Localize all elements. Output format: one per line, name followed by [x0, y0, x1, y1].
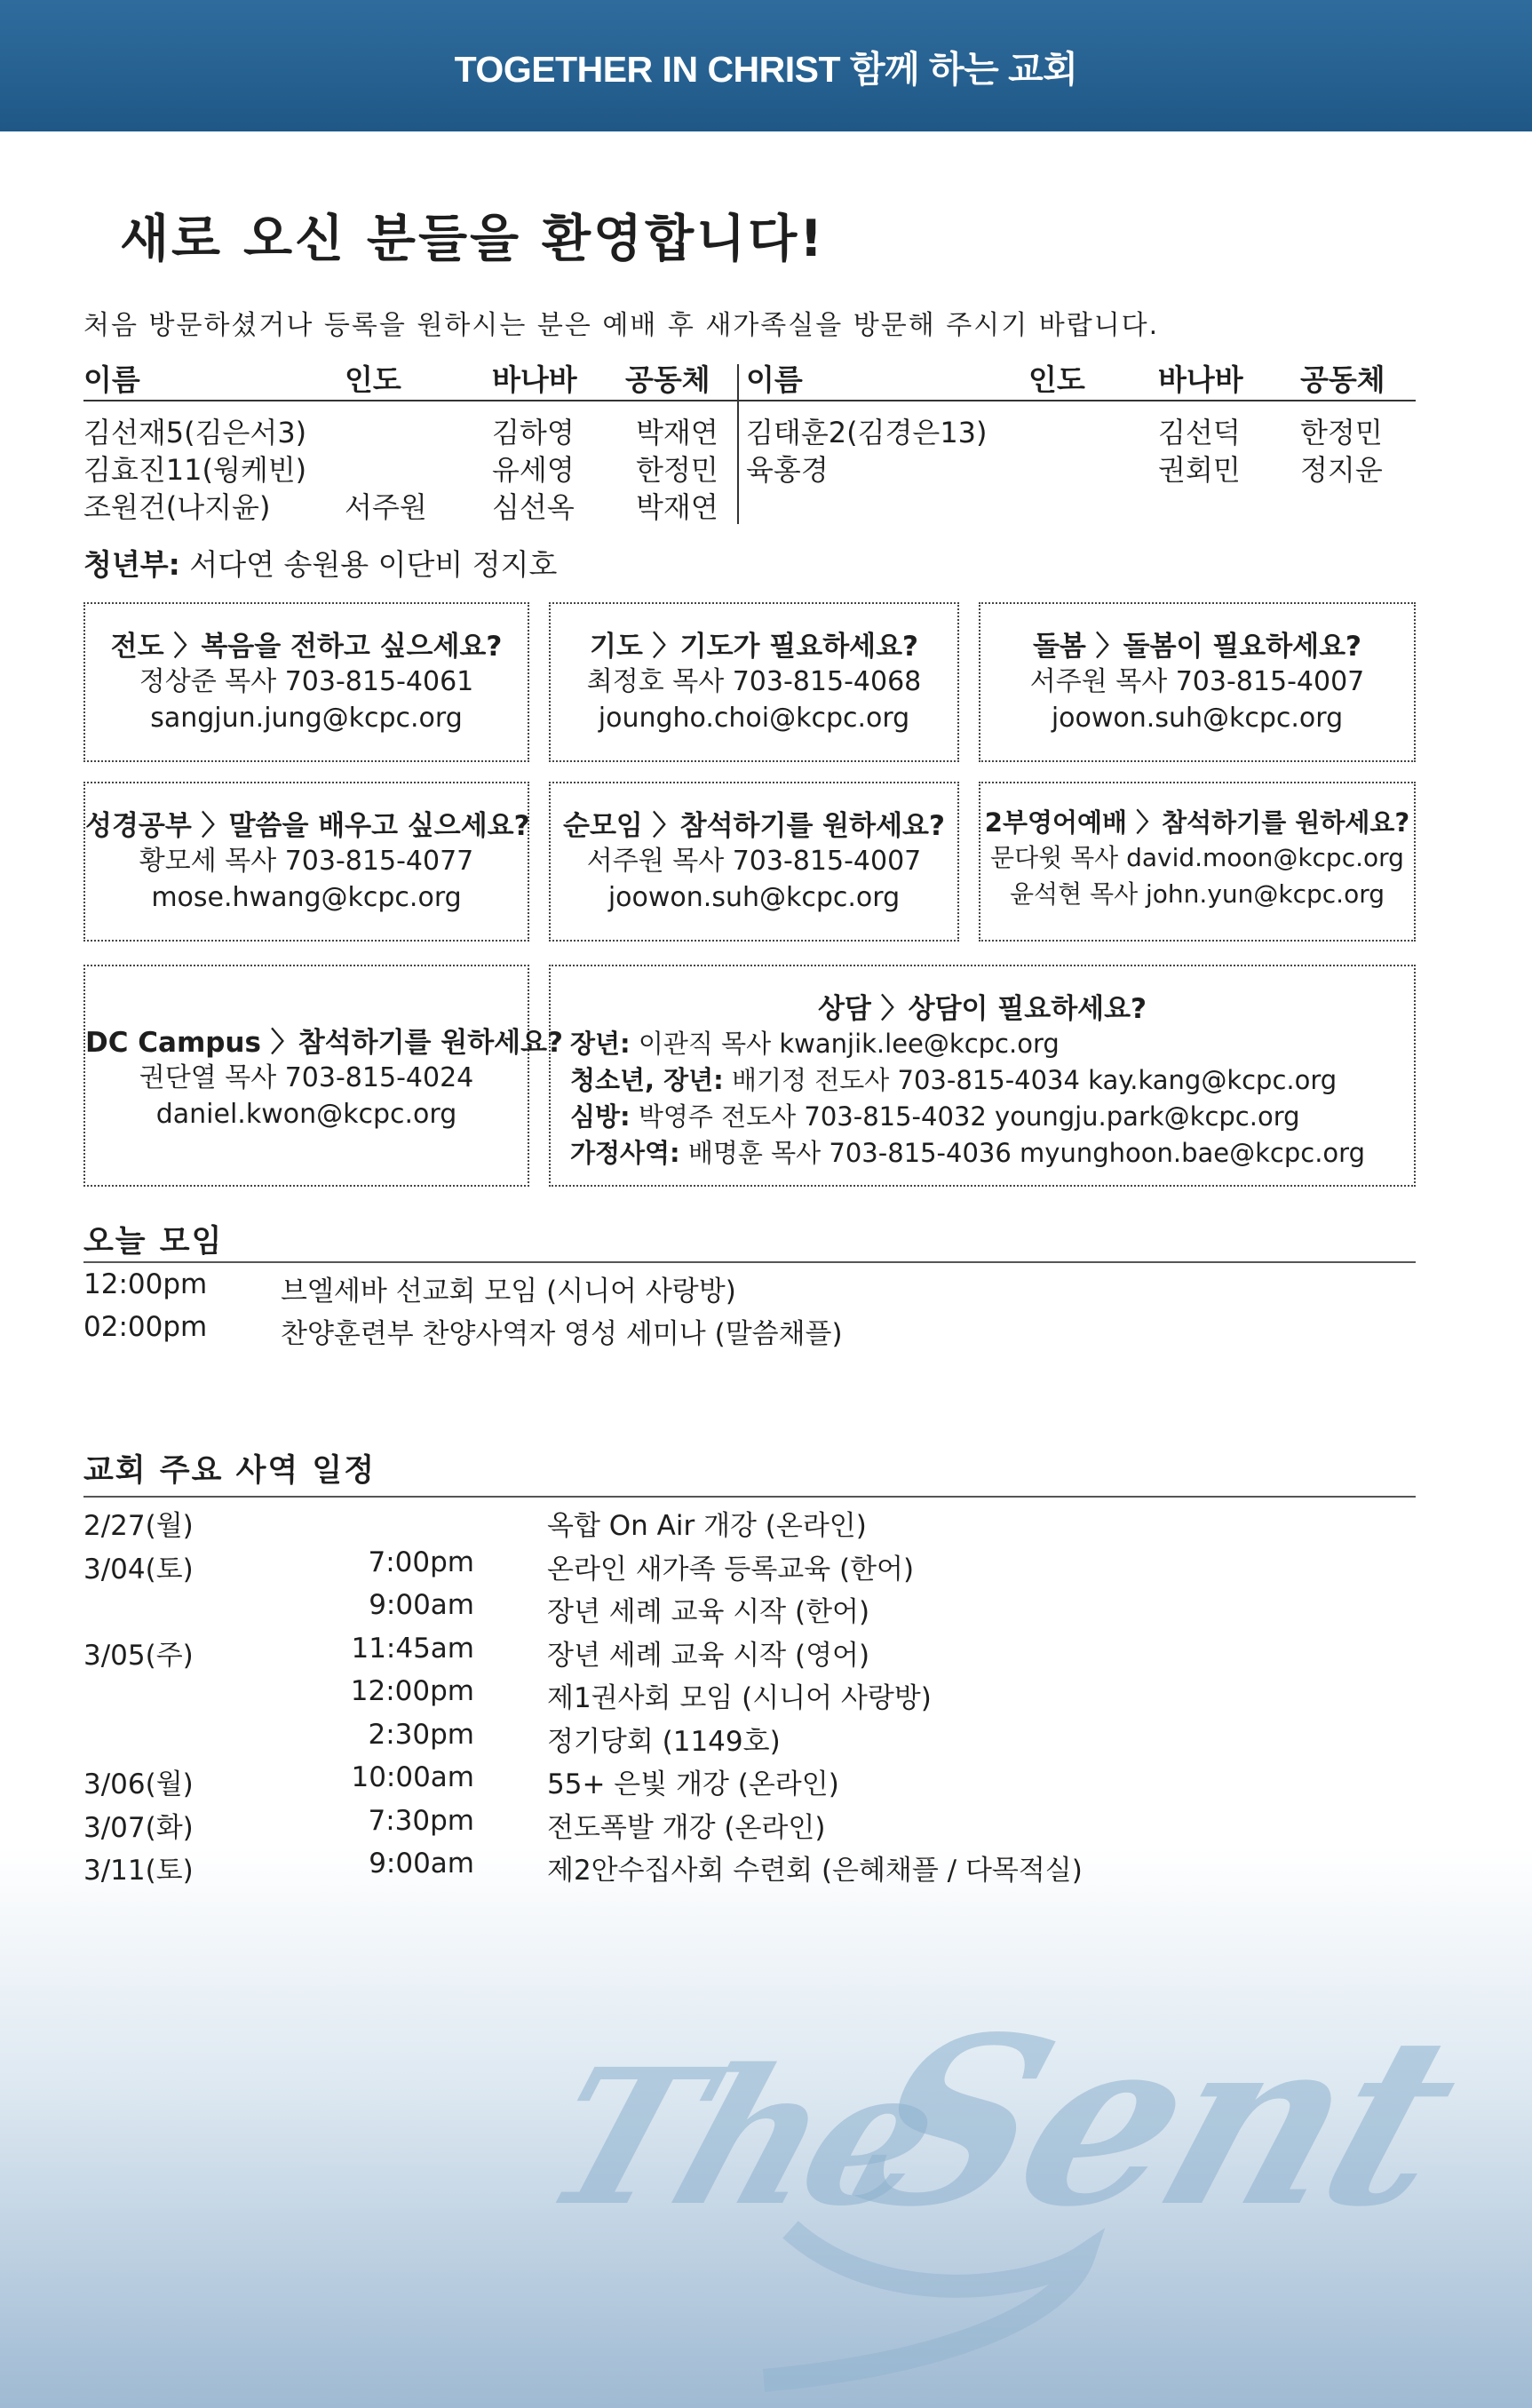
col-name: 이름	[83, 362, 140, 397]
youth-names: 서다연 송원용 이단비 정지호	[189, 547, 558, 582]
today-time: 02:00pm	[83, 1311, 208, 1343]
box-email: mose.hwang@kcpc.org	[151, 882, 462, 913]
registration-table	[83, 410, 1416, 526]
reg-barnabas: 유세영	[492, 453, 575, 487]
box-email: joungho.choi@kcpc.org	[598, 703, 910, 734]
box-email: joowon.suh@kcpc.org	[1051, 703, 1344, 734]
box-title: 순모임 〉참석하기를 원하세요?	[563, 810, 945, 842]
counsel-line: 가정사역: 배명훈 목사 703-815-4036 myunghoon.bae@kcpc.org	[570, 1138, 1365, 1168]
today-event: 찬양훈련부 찬양사역자 영성 세미나 (말씀채플)	[281, 1318, 843, 1350]
schedule-time: 11:45am	[351, 1632, 474, 1665]
schedule-date: 3/11(토)	[83, 1855, 194, 1887]
youth-group	[83, 542, 557, 584]
box-title: 2부영어예배 〉참석하기를 원하세요?	[984, 807, 1410, 838]
box-bible-study	[83, 782, 529, 942]
col-community-right: 공동체	[1300, 362, 1385, 397]
page-title: 새로 오신 분들을 환영합니다!	[120, 210, 826, 268]
box-counseling	[549, 965, 1416, 1187]
schedule-time: 12:00pm	[350, 1675, 474, 1707]
box-contact: 윤석현 목사 john.yun@kcpc.org	[1009, 879, 1385, 909]
reg-barnabas: 김선덕	[1158, 416, 1241, 449]
today-event: 브엘세바 선교회 모임 (시니어 사랑방)	[281, 1276, 736, 1307]
intro-text: 처음 방문하셨거나 등록을 원하시는 분은 예배 후 새가족실을 방문해 주시기 바랍니다.	[83, 310, 1160, 341]
today-title: 오늘 모임	[83, 1224, 224, 1260]
schedule-time: 7:00pm	[368, 1546, 474, 1578]
logo-sent: Sent	[828, 1986, 1483, 2258]
schedule-event: 55+ 은빛 개강 (온라인)	[547, 1768, 839, 1800]
reg-name: 조원건(나지윤)	[83, 490, 271, 524]
divider	[83, 1261, 1416, 1263]
box-english-service	[979, 782, 1416, 942]
counsel-line: 심방: 박영주 전도사 703-815-4032 youngju.park@kcpc.org	[570, 1101, 1300, 1132]
divider	[83, 1496, 1416, 1498]
box-care	[979, 602, 1416, 762]
box-title: DC Campus 〉참석하기를 원하세요?	[85, 1027, 564, 1059]
reg-guide: 서주원	[345, 490, 427, 524]
box-dc-campus	[83, 965, 564, 1187]
box-contact: 정상준 목사 703-815-4061	[139, 666, 474, 697]
reg-community: 박재연	[636, 490, 718, 524]
reg-name: 김효진11(웡케빈)	[83, 453, 307, 487]
schedule-time: 2:30pm	[368, 1718, 474, 1751]
reg-name: 김태훈2(김경은13)	[746, 416, 988, 449]
reg-barnabas: 권회민	[1158, 453, 1241, 487]
reg-community: 한정민	[636, 453, 718, 487]
col-community: 공동체	[625, 362, 710, 397]
box-contact: 문다윗 목사 david.moon@kcpc.org	[990, 843, 1404, 872]
box-contact: 황모세 목사 703-815-4077	[139, 846, 474, 877]
reg-community: 정지운	[1300, 453, 1383, 487]
box-contact: 서주원 목사 703-815-4007	[1029, 666, 1365, 697]
the-sent-logo	[520, 1936, 1492, 2398]
schedule-event: 전도폭발 개강 (온라인)	[547, 1811, 826, 1844]
col-barnabas: 바나바	[492, 362, 577, 397]
schedule-time: 9:00am	[369, 1848, 474, 1880]
reg-barnabas: 심선옥	[492, 490, 575, 524]
col-guide: 인도	[345, 362, 401, 397]
schedule-event: 옥합 On Air 개강 (온라인)	[547, 1510, 867, 1542]
logo-the: The	[520, 2028, 959, 2247]
box-title: 돌봄 〉돌봄이 필요하세요?	[1032, 631, 1362, 663]
box-contact: 권단열 목사 703-815-4024	[139, 1062, 474, 1093]
box-contact: 최정호 목사 703-815-4068	[586, 666, 922, 697]
col-guide-right: 인도	[1028, 362, 1085, 397]
counsel-line: 장년: 이관직 목사 kwanjik.lee@kcpc.org	[570, 1029, 1060, 1059]
box-title: 상담 〉상담이 필요하세요?	[817, 993, 1147, 1025]
reg-name: 김선재5(김은서3)	[83, 416, 307, 449]
schedule-event: 장년 세례 교육 시작 (영어)	[547, 1639, 870, 1672]
schedule-time: 10:00am	[351, 1761, 474, 1793]
schedule-time: 9:00am	[369, 1589, 474, 1621]
box-email: joowon.suh@kcpc.org	[607, 882, 901, 913]
col-barnabas-right: 바나바	[1158, 362, 1243, 397]
schedule-date: 3/07(화)	[83, 1811, 194, 1844]
col-name-right: 이름	[746, 362, 803, 397]
reg-community: 박재연	[636, 416, 718, 449]
schedule-event: 장년 세례 교육 시작 (한어)	[547, 1596, 870, 1628]
schedule-event: 정기당회 (1149호)	[547, 1725, 781, 1758]
box-title: 전도 〉복음을 전하고 싶으세요?	[110, 631, 503, 663]
schedule-event: 제1권사회 모임 (시니어 사랑방)	[547, 1682, 932, 1714]
counsel-line: 청소년, 장년: 배기정 전도사 703-815-4034 kay.kang@kcpc.org	[570, 1065, 1338, 1095]
box-email: sangjun.jung@kcpc.org	[150, 703, 463, 734]
schedule-time: 7:30pm	[368, 1804, 474, 1837]
box-evangelism	[83, 602, 529, 762]
reg-community: 한정민	[1300, 416, 1383, 449]
box-contact: 서주원 목사 703-815-4007	[586, 846, 922, 877]
schedule-event: 온라인 새가족 등록교육 (한어)	[547, 1553, 915, 1585]
youth-label: 청년부:	[83, 547, 180, 582]
box-small-group	[549, 782, 959, 942]
schedule-title: 교회 주요 사역 일정	[83, 1453, 377, 1489]
box-title: 성경공부 〉말씀을 배우고 싶으세요?	[85, 810, 530, 842]
schedule-date: 3/06(월)	[83, 1768, 194, 1800]
header-banner: TOGETHER IN CHRIST 함께 하는 교회	[0, 0, 1532, 131]
today-time: 12:00pm	[83, 1268, 208, 1300]
schedule-date: 3/05(주)	[83, 1639, 194, 1672]
reg-barnabas: 김하영	[492, 416, 575, 449]
registration-header	[83, 357, 1416, 401]
box-email: daniel.kwon@kcpc.org	[155, 1099, 457, 1130]
schedule-date: 3/04(토)	[83, 1553, 194, 1585]
box-title: 기도 〉기도가 필요하세요?	[589, 631, 919, 663]
schedule-event: 제2안수집사회 수련회 (은혜채플 / 다목적실)	[547, 1855, 1083, 1887]
schedule-date: 2/27(월)	[83, 1510, 194, 1542]
reg-name: 육홍경	[746, 453, 829, 487]
box-prayer	[549, 602, 959, 762]
